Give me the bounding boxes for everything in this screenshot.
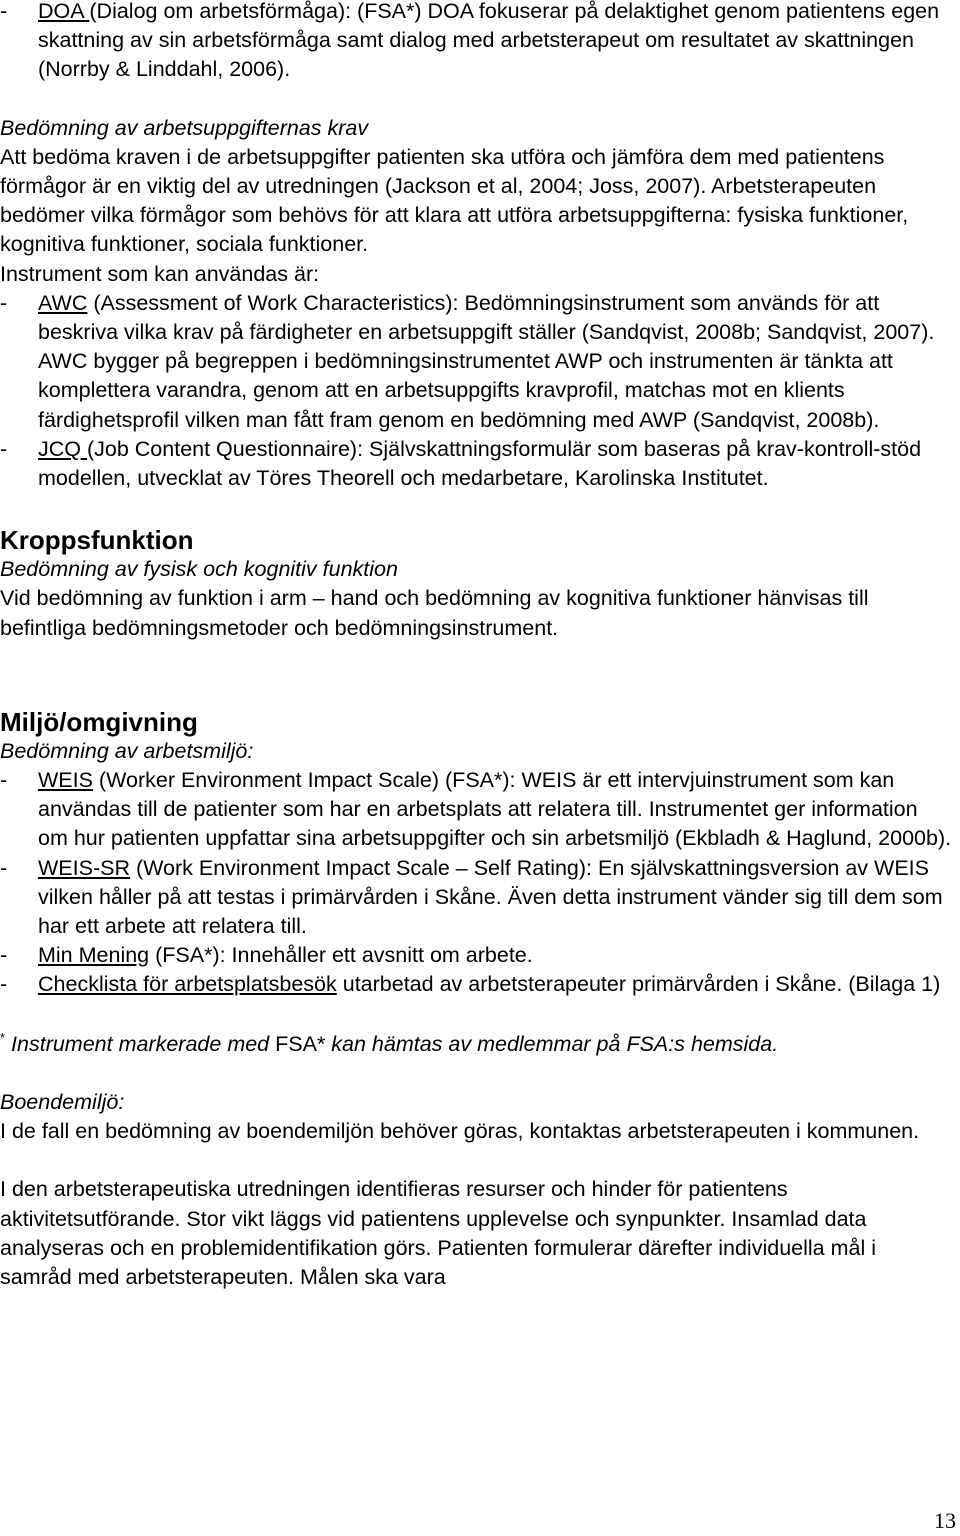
work-demands-intro: Instrument som kan användas är: xyxy=(0,261,320,286)
footnote-mark: * xyxy=(0,1029,6,1045)
list-item-jcq xyxy=(0,435,952,493)
list-item-awc xyxy=(0,289,952,435)
list-dash: - xyxy=(0,943,8,968)
list-dash: - xyxy=(0,0,8,23)
work-demands-heading: Bedömning av arbetsuppgifternas krav xyxy=(0,115,369,140)
instrument-description: utarbetad av arbetsterapeuter primärvården i Skåne. (Bilaga 1) xyxy=(336,972,941,997)
section-title-environment: Miljö/omgivning xyxy=(0,706,198,737)
footnote-text-a: Instrument markerade med xyxy=(5,1031,276,1056)
list-item-doa xyxy=(0,0,952,85)
body-function-paragraph: Vid bedömning av funktion i arm – hand och bedömning av kognitiva funktioner hänvisas till befintliga bedömningsmetoder och bedömningsinstrument. xyxy=(0,586,869,640)
list-item-weis-sr xyxy=(0,854,952,942)
instrument-name: WEIS-SR xyxy=(38,855,130,880)
list-dash: - xyxy=(0,436,8,461)
instrument-description: (Dialog om arbetsförmåga): (FSA*) DOA fokuserar på delaktighet genom patientens egen skattning av sin arbetsförmåga samt dialog med arbetsterapeut om resultatet av skattningen (Norrby & Linddahl, 2006). xyxy=(38,0,940,82)
instrument-name: AWC xyxy=(38,290,88,315)
list-dash: - xyxy=(0,768,8,793)
instrument-description: (FSA*): Innehåller ett avsnitt om arbete. xyxy=(149,943,533,968)
instrument-description: (Work Environment Impact Scale – Self Rating): En självskattningsversion av WEIS vilken håller på att testas i primärvården i Skåne. Även detta instrument vänder sig till dem som har ett arbete att relatera till. xyxy=(38,855,943,939)
instrument-description: (Job Content Questionnaire): Självskattningsformulär som baseras på krav-kontroll-stöd modellen, utvecklat av Töres Theorell och medarbetare, Karolinska Institutet. xyxy=(38,436,922,491)
footnote xyxy=(0,1030,952,1059)
instrument-description: (Worker Environment Impact Scale) (FSA*): WEIS är ett intervjuinstrument som kan användas till de patienter som har en arbetsplats att relatera till. Instrumentet ger information om hur patienten uppfattar sina arbetsuppgifter och sin arbetsmiljö (Ekbladh & Haglund, 2000b). xyxy=(38,768,952,851)
closing-paragraph: I den arbetsterapeutiska utredningen identifieras resurser och hinder för patientens aktivitetsutförande. Stor vikt läggs vid patientens upplevelse och synpunkter. Insamlad data analyseras och en problemidentifikation görs. Patienten formulerar därefter individuella mål i samråd med arbetsterapeuten. Målen ska vara xyxy=(0,1177,876,1289)
work-demands-paragraph: Att bedöma kraven i de arbetsuppgifter patienten ska utföra och jämföra dem med patientens förmågor är en viktig del av utredningen (Jackson et al, 2004; Joss, 2007). Arbetsterapeuten bedömer vilka förmågor som behövs för att klara att utföra arbetsuppgifterna: fysiska funktioner, kognitiva funktioner, sociala funktioner. xyxy=(0,144,909,257)
list-item-checklista xyxy=(0,970,952,999)
section-title-body-function: Kroppsfunktion xyxy=(0,525,194,556)
list-item-min-mening xyxy=(0,941,952,970)
work-environment-subheading: Bedömning av arbetsmiljö: xyxy=(0,738,254,763)
footnote-text-b: FSA* xyxy=(275,1031,326,1056)
page-number: 13 xyxy=(934,1508,956,1533)
instrument-name: JCQ xyxy=(38,436,87,461)
body-function-subheading: Bedömning av fysisk och kognitiv funktion xyxy=(0,557,398,582)
list-item-weis xyxy=(0,766,952,854)
instrument-name: WEIS xyxy=(38,768,93,793)
home-environment-paragraph: I de fall en bedömning av boendemiljön behöver göras, kontaktas arbetsterapeuten i kommunen. xyxy=(0,1119,920,1144)
list-dash: - xyxy=(0,290,8,315)
instrument-name: DOA xyxy=(38,0,90,23)
list-dash: - xyxy=(0,972,8,997)
home-environment-heading: Boendemiljö: xyxy=(0,1089,125,1114)
instrument-description: (Assessment of Work Characteristics): Bedömningsinstrument som används för att beskriva vilka krav på färdigheter en arbetsuppgift ställer (Sandqvist, 2008b; Sandqvist, 2007). AWC bygger på begreppen i bedömningsinstrumentet AWP och instrumenten är tänkta att komplettera varandra, genom att en arbetsuppgifts kravprofil, matchas mot en klients färdighetsprofil vilken man fått fram genom en bedömning med AWP (Sandqvist, 2008b). xyxy=(38,290,935,432)
footnote-text-c: kan hämtas av medlemmar på FSA:s hemsida. xyxy=(325,1031,779,1056)
instrument-name: Min Mening xyxy=(38,943,150,968)
list-dash: - xyxy=(0,855,8,880)
instrument-name: Checklista för arbetsplatsbesök xyxy=(38,972,337,997)
